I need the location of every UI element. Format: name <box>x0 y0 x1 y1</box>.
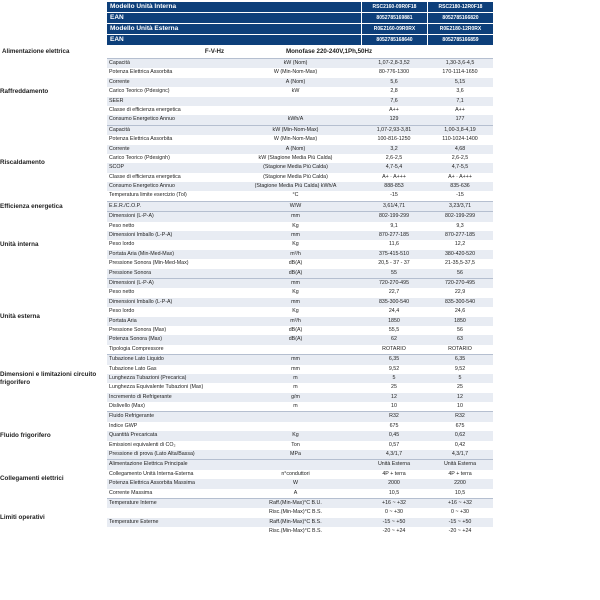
row-value-1: 1,07-2,8-3,52 <box>378 60 410 66</box>
table-row <box>107 460 493 469</box>
row-unit: dB(A) <box>288 269 303 276</box>
row-value-2: 1850 <box>454 317 466 324</box>
row-unit: W/W <box>289 202 302 209</box>
row-unit: (Stagione Media Più Calda) <box>263 173 328 180</box>
row-description: Classe di efficienza energetica <box>109 106 181 113</box>
row-value-2: 6,35 <box>454 356 466 363</box>
section-label: Fluido frigorifero <box>0 431 51 439</box>
row-value-2: 0 ~ +30 <box>451 509 469 516</box>
power-unit: F-V-Hz <box>204 48 225 55</box>
table-row <box>107 402 493 411</box>
header-label: Modello Unità Esterna <box>107 24 361 34</box>
row-unit: (Stagione Media Più Calda) <box>263 164 328 171</box>
row-description: Temperature Interne <box>109 499 157 506</box>
row-value-1: 4P + terra <box>382 470 406 477</box>
row-value-2: 4,7-5,5 <box>451 164 469 171</box>
row-value-2: 177 <box>455 116 465 123</box>
section-raffreddamento <box>0 58 493 125</box>
row-value-2: 170-1114-1650 <box>442 69 478 76</box>
section-label: Efficienza energetica <box>0 202 63 210</box>
section-label: Dimensioni e limitazioni circuito frigorifero <box>0 371 97 387</box>
row-value-2: 9,52 <box>454 365 466 372</box>
row-value-2: 21-35,5-37,5 <box>444 260 476 267</box>
row-value-1: 3,2 <box>390 145 398 152</box>
row-value-2: A+ · A+++ <box>448 173 472 180</box>
row-value-2: 10 <box>457 403 463 410</box>
table-row <box>107 97 493 106</box>
header-row <box>107 35 493 45</box>
row-value-2: ROTARIO <box>448 345 472 352</box>
row-value-2: 675 <box>455 422 465 429</box>
row-unit: A <box>293 489 298 496</box>
table-row <box>107 489 493 498</box>
row-value-1: 375-415-510 <box>378 250 410 257</box>
row-value-1: 80-776-1300 <box>378 69 410 76</box>
model-header <box>107 2 493 45</box>
row-value-1: -15 ~ +50 <box>382 518 406 525</box>
row-description: Lunghezza Equivalente Tubazioni (Max) <box>109 384 204 391</box>
power-value: Monofase 220-240V,1Ph,50Hz <box>285 48 373 55</box>
row-value-1: 24,4 <box>388 308 400 315</box>
row-value-1: 100-816-1250 <box>377 136 411 143</box>
row-unit <box>230 422 361 431</box>
table-row <box>107 240 493 249</box>
row-value-1: 720-270-495 <box>378 279 410 286</box>
row-value-1: 62 <box>391 336 397 343</box>
row-value-1: 9,1 <box>390 222 398 229</box>
row-description: Dimensioni Imballo (L-P-A) <box>109 298 173 305</box>
section-label: Unità interna <box>0 241 39 249</box>
row-description: Corrente <box>109 145 130 152</box>
row-description: Pressione Sonora <box>109 269 152 276</box>
sections <box>0 58 493 537</box>
section-collegamenti-elettrici <box>0 459 493 498</box>
row-value-2: 0,62 <box>454 432 466 439</box>
table-row <box>107 431 493 440</box>
row-description: Dislivello (Max) <box>109 403 145 410</box>
row-value-2: 10,5 <box>454 489 466 496</box>
section-fluido-frigorifero <box>0 411 493 459</box>
table-row <box>107 345 493 354</box>
row-value-2: A++ <box>455 106 465 113</box>
table-row <box>107 68 493 77</box>
row-unit: MPa <box>290 451 301 458</box>
row-value-1: 2000 <box>388 480 400 487</box>
table-row <box>107 269 493 278</box>
row-description: E.E.R./C.O.P. <box>109 202 141 209</box>
row-value-2: 0,42 <box>454 441 466 448</box>
table-row <box>107 78 493 87</box>
row-description: Peso netto <box>109 222 135 229</box>
row-value-2: 3,6 <box>456 88 464 95</box>
row-value-1: 3,61/4,71 <box>382 202 406 209</box>
row-description: Tubazione Lato Liquido <box>109 356 164 363</box>
row-value-2: 5 <box>458 374 462 381</box>
row-value-1: 12 <box>391 393 397 400</box>
row-value-2: 7,1 <box>456 97 464 104</box>
row-unit: kW (Min-Nom-Max) <box>272 126 319 133</box>
row-value-2: 9,3 <box>456 222 464 229</box>
table-row <box>107 479 493 488</box>
row-description: Classe di efficienza energetica <box>109 173 181 180</box>
row-value-1: 5,6 <box>390 78 398 85</box>
row-value-1: 675 <box>389 422 399 429</box>
table-row <box>107 450 493 459</box>
row-description: Dimensioni Imballo (L-P-A) <box>109 232 173 239</box>
row-description: Carico Teorico (Pdesignc) <box>109 88 170 95</box>
row-description: Consumo Energetico Annuo <box>109 116 175 123</box>
section-dimensioni-e-limitazioni-circuito-frigorifero <box>0 354 493 411</box>
section-unit-interna <box>0 211 493 278</box>
row-value-2: 380-420-520 <box>444 250 476 257</box>
row-description: Portata Aria (Min-Med-Max) <box>109 250 175 257</box>
section-label: Limiti operativi <box>0 513 45 521</box>
table-row <box>107 154 493 163</box>
row-value-1: ROTARIO <box>382 345 406 352</box>
row-description <box>107 527 230 536</box>
row-unit <box>230 460 361 469</box>
row-value-2: 63 <box>457 336 463 343</box>
row-value-1: 129 <box>389 116 399 123</box>
header-value-2: R0E2180-12R0RX <box>428 24 493 34</box>
row-value-1: A++ <box>389 106 399 113</box>
row-description: SCOP <box>109 164 125 171</box>
row-unit: Kg <box>292 241 299 248</box>
row-description: Portata Aria <box>109 317 137 324</box>
row-value-2: 25 <box>457 384 463 391</box>
row-description: Carico Teorico (Pdesignh) <box>109 154 170 161</box>
row-value-1: Unità Esterna <box>377 461 411 468</box>
table-row <box>107 87 493 96</box>
row-value-2: 3,23/3,71 <box>448 202 472 209</box>
row-value-2: -15 ~ +50 <box>448 518 472 525</box>
header-label: Modello Unità Interna <box>107 2 361 12</box>
header-value-1: R0E2160-09R0RX <box>362 24 427 34</box>
row-value-1: 2,6-2,5 <box>385 154 403 161</box>
row-value-2: 1,00-3,8-4,19 <box>444 126 476 133</box>
header-row <box>107 13 493 23</box>
row-value-2: -20 ~ +24 <box>448 528 472 535</box>
table-row <box>107 259 493 268</box>
row-description <box>107 508 230 517</box>
row-value-2: 870-277-185 <box>444 232 476 239</box>
row-unit: Ton <box>291 441 300 448</box>
row-value-2: 4P + terra <box>448 470 472 477</box>
row-unit: kW (Stagione Media Più Calda) <box>258 154 333 161</box>
row-value-1: 835-300-540 <box>378 298 410 305</box>
table-row <box>107 191 493 200</box>
section-limiti-operativi <box>0 498 493 537</box>
table-row <box>107 222 493 231</box>
row-unit: A (Nom) <box>285 78 306 85</box>
row-value-1: 20,5 - 37 - 37 <box>378 260 410 267</box>
row-value-2: 1,30-3,6-4,5 <box>445 60 475 66</box>
header-label: EAN <box>107 13 361 23</box>
table-row <box>107 145 493 154</box>
row-description: Dimensioni (L-P-A) <box>109 279 154 286</box>
row-description: Tubazione Lato Gas <box>109 365 157 372</box>
row-unit: dB(A) <box>288 260 303 267</box>
table-row <box>107 279 493 288</box>
row-value-1: 10,5 <box>388 489 400 496</box>
section-label: Collegamenti elettrici <box>0 475 64 483</box>
power-label: Alimentazione elettrica <box>2 48 70 55</box>
row-description: Potenza Elettrica Assorbita <box>109 136 173 143</box>
row-value-2: 720-270-495 <box>444 279 476 286</box>
row-description: Emissioni equivalenti di CO₂ <box>109 441 176 448</box>
row-value-1: 7,6 <box>390 97 398 104</box>
row-value-1: 11,6 <box>389 241 399 248</box>
row-unit: W <box>293 480 298 487</box>
table-row <box>107 126 493 135</box>
row-unit: n°conduttori <box>281 470 310 477</box>
row-value-2: 12 <box>457 393 463 400</box>
table-row <box>107 383 493 392</box>
table-row <box>107 250 493 259</box>
row-unit: Risc.(Min-Max)°C B.S. <box>268 509 323 516</box>
table-row <box>107 59 493 68</box>
row-description: Incremento di Refrigerante <box>109 393 172 400</box>
row-value-2: 4,3/1,7 <box>451 451 469 458</box>
row-value-2: 110-1024-1400 <box>442 136 478 143</box>
row-value-2: 4,68 <box>454 145 466 152</box>
row-value-1: 4,7-5,4 <box>385 164 403 171</box>
section-label: Riscaldamento <box>0 159 45 167</box>
row-value-2: 5,15 <box>454 78 466 85</box>
row-unit: W (Min-Nom-Max) <box>273 136 318 143</box>
row-description: Pressione di prova (Lato Alta/Bassa) <box>109 451 195 458</box>
row-description: Pressione Sonora (Min-Med-Max) <box>109 260 189 267</box>
table-row <box>107 182 493 191</box>
row-unit: mm <box>291 356 300 363</box>
row-description: Potenza Elettrica Assorbita Massima <box>109 480 195 487</box>
section-efficienza-energetica <box>0 201 493 211</box>
row-value-1: -20 ~ +24 <box>382 528 406 535</box>
table-row <box>107 412 493 421</box>
table-row <box>107 527 493 536</box>
table-row <box>107 393 493 402</box>
row-description: Peso lordo <box>109 241 135 248</box>
row-value-2: R32 <box>455 413 465 420</box>
table-row <box>107 335 493 344</box>
row-description: Potenza Elettrica Assorbita <box>109 69 173 76</box>
row-description: Capacità <box>109 126 130 133</box>
row-value-1: 0,57 <box>388 441 400 448</box>
row-unit: Raff.(Min-Max)°C B.S. <box>269 518 322 525</box>
table-row <box>107 298 493 307</box>
row-value-1: 6,35 <box>388 356 400 363</box>
row-description: Potenza Sonora (Max) <box>109 336 162 343</box>
table-row <box>107 135 493 144</box>
row-value-1: 4,3/1,7 <box>385 451 403 458</box>
row-description: Peso netto <box>109 289 135 296</box>
row-description: Capacità <box>109 60 130 66</box>
row-unit: W (Min-Nom-Max) <box>273 69 318 76</box>
row-value-2: 56 <box>457 326 463 333</box>
row-description: Consumo Energetico Annuo <box>109 183 175 190</box>
row-unit: Kg <box>292 308 299 315</box>
header-value-1: 8052785168640 <box>362 35 427 45</box>
row-value-1: 55,5 <box>388 326 400 333</box>
table-row <box>107 326 493 335</box>
row-value-1: 870-277-185 <box>378 232 410 239</box>
header-row <box>107 24 493 34</box>
row-unit: m³/h <box>290 317 301 324</box>
row-value-1: 888-853 <box>384 183 404 190</box>
table-row <box>107 374 493 383</box>
section-riscaldamento <box>0 125 493 201</box>
row-value-2: 12,2 <box>454 241 466 248</box>
row-description: Peso lordo <box>109 308 135 315</box>
row-unit: mm <box>291 298 300 305</box>
row-value-1: 1,07-2,93-3,81 <box>376 126 412 133</box>
table-row <box>107 173 493 182</box>
row-value-2: 835-300-540 <box>444 298 476 305</box>
row-description: Temperature Esterne <box>109 518 159 525</box>
row-value-1: 25 <box>391 384 397 391</box>
row-value-1: 10 <box>391 403 397 410</box>
row-unit: m <box>293 374 298 381</box>
table-row <box>107 307 493 316</box>
row-value-2: -15 <box>456 192 464 199</box>
row-value-1: 55 <box>391 269 397 276</box>
table-row <box>107 163 493 172</box>
row-value-2: 835-636 <box>450 183 470 190</box>
row-unit: (Stagione Media Più Calda) kWh/A <box>254 183 337 190</box>
row-description: Quantità Precaricata <box>109 432 158 439</box>
row-description: Fluido Refrigerante <box>109 413 155 420</box>
row-value-2: Unità Esterna <box>443 461 477 468</box>
row-unit <box>230 97 361 106</box>
row-description: Tipologia Compressore <box>109 345 164 352</box>
row-value-2: +16 ~ +32 <box>447 499 472 506</box>
row-unit: mm <box>291 213 300 220</box>
row-value-2: 2200 <box>454 480 466 487</box>
table-row <box>107 288 493 297</box>
row-description: Corrente Massima <box>109 489 153 496</box>
row-unit: m <box>293 384 298 391</box>
row-value-1: R32 <box>389 413 399 420</box>
header-value-2: 8052785166859 <box>428 35 493 45</box>
row-description: Alimentazione Elettrica Principale <box>109 461 188 468</box>
header-row <box>107 2 493 12</box>
row-unit: °C <box>292 192 299 199</box>
row-unit <box>230 106 361 115</box>
row-unit: Raff.(Min-Max)°C B.U. <box>269 499 322 506</box>
row-value-1: +16 ~ +32 <box>381 499 406 506</box>
row-unit: mm <box>291 279 300 286</box>
row-description: Indice GWP <box>109 422 138 429</box>
row-value-1: 0,45 <box>388 432 400 439</box>
row-unit: kW <box>291 88 300 95</box>
row-description: Pressione Sonora (Max) <box>109 326 167 333</box>
header-value-2: RSC2180-12R0F18 <box>428 2 493 12</box>
row-unit: Kg <box>292 432 299 439</box>
row-value-2: 2,6-2,5 <box>451 154 469 161</box>
row-value-1: A+ · A+++ <box>382 173 406 180</box>
row-unit: Kg <box>292 289 299 296</box>
table-row <box>107 355 493 364</box>
table-row <box>107 441 493 450</box>
table-row <box>107 470 493 479</box>
row-unit: mm <box>291 365 300 372</box>
table-row <box>107 518 493 527</box>
row-value-1: 802-199-299 <box>378 213 410 220</box>
table-row <box>107 115 493 124</box>
row-value-2: 24,6 <box>454 308 466 315</box>
row-description: Lunghezza Tubazioni (Precarica) <box>109 374 187 381</box>
row-value-1: 1850 <box>388 317 400 324</box>
row-unit: Kg <box>292 222 299 229</box>
header-value-1: RSC2160-09R0F18 <box>362 2 427 12</box>
row-value-1: 5 <box>392 374 396 381</box>
row-value-1: 2,8 <box>390 88 398 95</box>
section-label: Unità esterna <box>0 312 40 320</box>
row-value-1: 9,52 <box>388 365 400 372</box>
row-unit: dB(A) <box>288 336 303 343</box>
spec-table <box>0 2 493 537</box>
row-description: Dimensioni (L-P-A) <box>109 213 154 220</box>
row-description: Temperatura limite esercizio (Tol) <box>109 192 187 199</box>
row-value-2: 56 <box>457 269 463 276</box>
row-unit: dB(A) <box>288 326 303 333</box>
table-row <box>107 106 493 115</box>
row-description: SEER <box>109 97 124 104</box>
table-row <box>107 365 493 374</box>
row-description: Corrente <box>109 78 130 85</box>
table-row <box>107 499 493 508</box>
row-unit: kW (Nom) <box>283 60 308 66</box>
row-unit <box>230 412 361 421</box>
row-value-1: 0 ~ +30 <box>385 509 403 516</box>
row-value-2: 22,9 <box>454 289 466 296</box>
row-unit: mm <box>291 232 300 239</box>
row-value-2: 802-199-299 <box>444 213 476 220</box>
row-unit <box>230 345 361 354</box>
row-value-1: 22,7 <box>388 289 400 296</box>
row-value-1: -15 <box>390 192 398 199</box>
power-row <box>2 46 493 58</box>
table-row <box>107 508 493 517</box>
table-row <box>107 202 493 211</box>
row-unit: kWh/A <box>287 116 304 123</box>
section-unit-esterna <box>0 278 493 354</box>
row-unit: m³/h <box>290 250 301 257</box>
row-unit: A (Nom) <box>285 145 306 152</box>
table-row <box>107 231 493 240</box>
row-unit: m <box>293 403 298 410</box>
table-row <box>107 317 493 326</box>
header-value-1: 8052785169881 <box>362 13 427 23</box>
row-unit: Risc.(Min-Max)°C B.S. <box>268 528 323 535</box>
row-unit: g/m <box>291 393 300 400</box>
section-label: Raffreddamento <box>0 87 49 95</box>
header-label: EAN <box>107 35 361 45</box>
table-row <box>107 422 493 431</box>
table-row <box>107 212 493 221</box>
header-value-2: 8052785166820 <box>428 13 493 23</box>
row-description: Collegamento Unità Interna-Esterna <box>109 470 194 477</box>
